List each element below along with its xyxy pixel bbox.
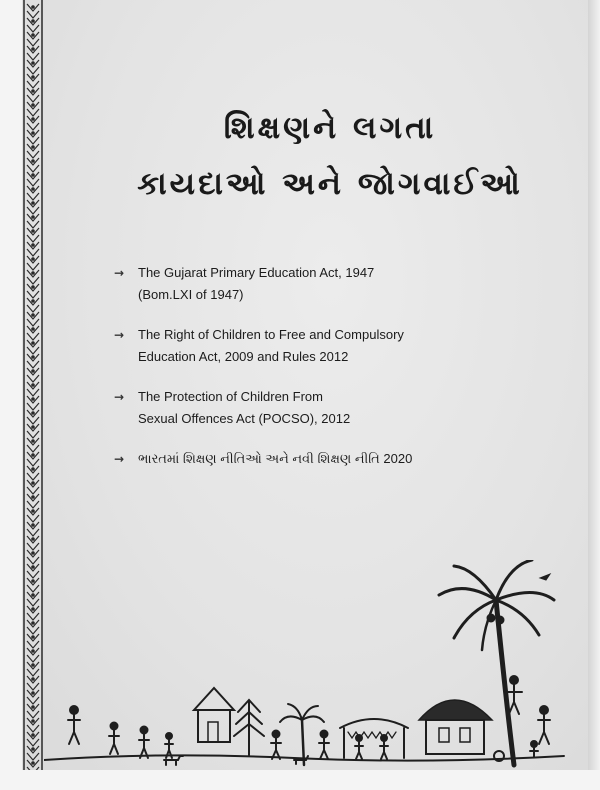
right-arrow-icon: → bbox=[114, 390, 125, 404]
list-item-text: The Gujarat Primary Education Act, 1947 (Bom.LXI of 1947) bbox=[138, 265, 375, 302]
page-bottom-margin bbox=[0, 770, 600, 790]
list-item-text: The Protection of Children From Sexual Offences Act (POCSO), 2012 bbox=[138, 389, 351, 426]
topic-list bbox=[114, 262, 554, 488]
list-item bbox=[114, 262, 554, 306]
list-item bbox=[114, 386, 554, 430]
page-right-edge bbox=[588, 0, 600, 790]
title-line-2: કાયદાઓ અને જોગવાઈઓ bbox=[137, 166, 523, 202]
right-arrow-icon: → bbox=[114, 328, 125, 342]
title-line-1: શિક્ષણને લગતા bbox=[223, 110, 437, 146]
decorative-side-border bbox=[22, 0, 44, 790]
village-illustration bbox=[44, 560, 584, 775]
list-item-text: The Right of Children to Free and Compulsory Education Act, 2009 and Rules 2012 bbox=[138, 327, 404, 364]
list-item bbox=[114, 324, 554, 368]
page-title bbox=[110, 100, 550, 212]
list-item bbox=[114, 448, 554, 470]
right-arrow-icon: → bbox=[114, 266, 125, 280]
page-left-margin bbox=[0, 0, 22, 790]
right-arrow-icon: → bbox=[114, 452, 125, 466]
list-item-text: ભારતમાં શિક્ષણ નીતિઓ અને નવી શિક્ષણ નીતિ 2020 bbox=[138, 451, 413, 466]
